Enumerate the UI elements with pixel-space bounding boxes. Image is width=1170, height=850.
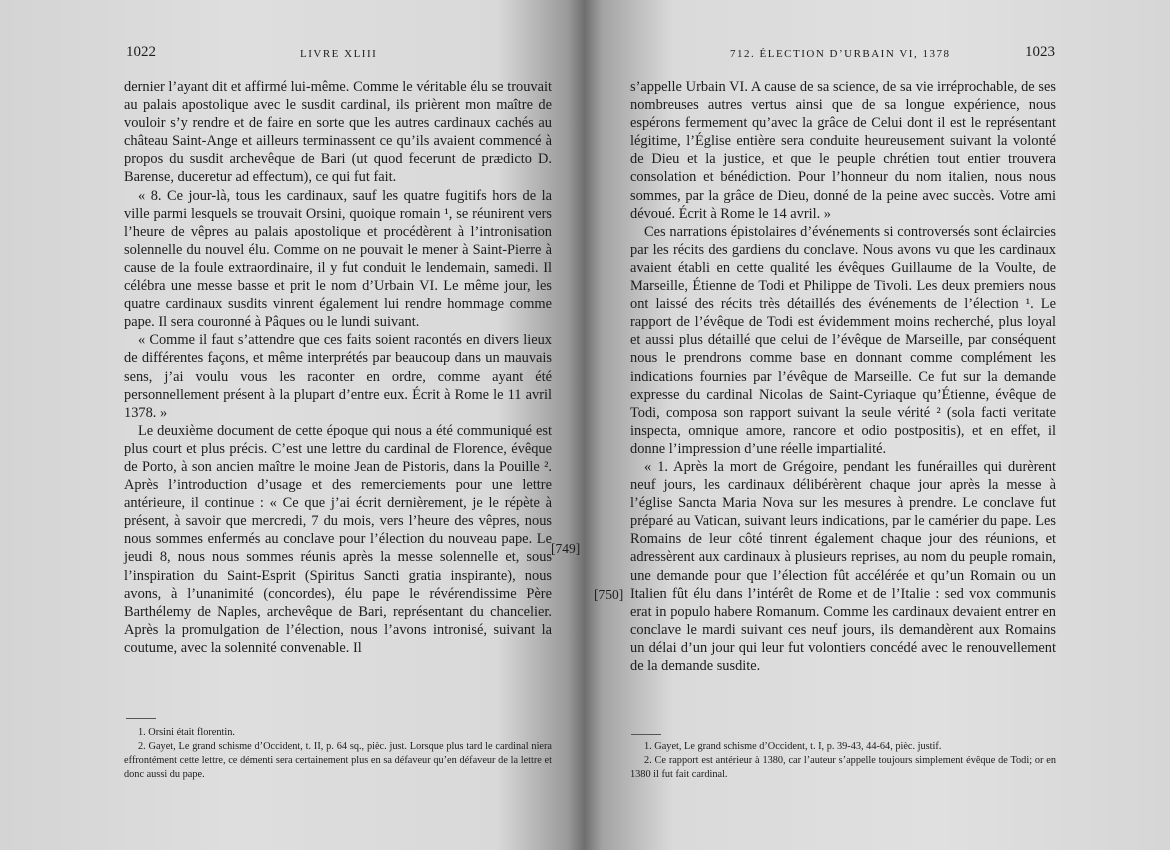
right-page xyxy=(551,0,1170,850)
left-body-text xyxy=(124,78,552,657)
left-page-number: 1022 xyxy=(126,44,156,60)
left-paragraph-4: Le deuxième document de cette époque qui nous a été communiqué est plus court et plus précis. C’est une lettre du cardinal de Florence, évêque de Porto, à son ancien maître le moine Jean de Pistoris, dans la Pouille ². Après l’introduction d’usage et des remerciements pour une lettre antérieure, il continue : « Ce que j’ai écrit dernièrement, je le répète à présent, à savoir que mercredi, 7 du mois, vers l’heure des vêpres, nous nous sommes enfermés au conclave pour l’élection du nouveau pape. Le jeudi 8, nous nous sommes réunis après la messe solennelle et, sous l’inspiration du Saint-Esprit (Spiritus Sancti gratia inspirante), nous avons, à l’unanimité (concordes), élu pape le révérendissime Père Barthélemy de Naples, archevêque de Bari, représentant du chancelier. Après la promulgation de l’élection, nous l’avons intronisé, suivant la coutume, avec la solennité convenable. Il xyxy=(124,422,552,656)
right-paragraph-2: Ces narrations épistolaires d’événements si controversés sont éclaircies par les récits des gardiens du conclave. Nous avons vu que les cardinaux avaient établi en cette qualité les évêques Guillaume de la Voulte, de Marseille, Étienne de Todi et Philippe de Tivoli. Les deux premiers nous ont laissé des récits très détaillés des événements de l’élection ¹. Le rapport de l’évêque de Todi est évidemment moins recherché, plus loyal et aussi plus détaillé que celui de l’évêque de Marseille, par conséquent nous le prendrons comme base en donnant comme complément les indications fournies par l’évêque de Marseille. Ce fut sur la demande expresse du cardinal Nicolas de Saint-Cyriaque qu’Étienne, évêque de Todi, composa son rapport suivant la seule vérité ² (sola facti veritate inspecta, omnique amore, rancore et odio postpositis), et en effet, il donne l’impression d’une réelle impartialité. xyxy=(630,223,1056,457)
left-footnote-divider xyxy=(126,718,156,719)
left-paragraph-2: « 8. Ce jour-là, tous les cardinaux, sauf les quatre fugitifs hors de la ville parmi lesquels se trouvait Orsini, quoique romain ¹, se réunirent vers l’heure de vêpres au palais apostolique et procédèrent à l’intronisation solennelle du nouvel élu. Comme on ne pouvait le mener à Saint-Pierre à cause de la foule extraordinaire, il y fut conduit le lendemain, samedi. Il célébra une messe basse et prit le nom d’Urbain VI. Le même jour, les quatre cardinaux susdits vinrent également lui rendre hommage comme pape. Il sera couronné à Pâques ou le lundi suivant. xyxy=(124,187,552,331)
left-footnote-2: 2. Gayet, Le grand schisme d’Occident, t. II, p. 64 sq., pièc. just. Lorsque plus tard le cardinal niera effrontément cette lettre, ce démenti sera certainement plus en sa défaveur qu’en défaveur de la lettre et donc aussi du pape. xyxy=(124,741,552,780)
right-body-text xyxy=(630,78,1056,675)
right-footnote-1: 1. Gayet, Le grand schisme d’Occident, t. I, p. 39-43, 44-64, pièc. justif. xyxy=(644,741,942,752)
right-footnote-divider xyxy=(631,734,661,735)
margin-note-750: [750] xyxy=(594,587,624,602)
right-paragraph-3: « 1. Après la mort de Grégoire, pendant les funérailles qui durèrent neuf jours, les cardinaux délibérèrent chaque jour après la messe à l’église Sancta Maria Nova sur les mesures à prendre. Le conclave fut préparé au Vatican, suivant leurs indications, par le camérier du pape. Les Romains de leur côté tinrent également chaque jour des réunions, et adressèrent aux cardinaux à plusieurs reprises, au nom du peuple romain, une demande pour que l’élection fût accélérée et qu’un Romain ou un Italien fût élu dans l’intérêt de Rome et de l’Italie : sed vox communis erat in populo habere Romanum. Comme les cardinaux devaient entrer en conclave le mardi suivant ces neuf jours, ils demandèrent aux Romains un délai d’un jour qui leur fut volontiers concédé avec le renouvellement de la demande susdite. xyxy=(630,458,1056,674)
left-footnote-1: 1. Orsini était florentin. xyxy=(138,727,235,738)
left-paragraph-1: dernier l’ayant dit et affirmé lui-même. Comme le véritable élu se trouvait au palais apostolique avec le susdit cardinal, ils prièrent mon maître de vouloir s’y rendre et de faire en sorte que les autres cardinaux cachés au château Saint-Ange et ailleurs terminassent ce qu’ils avaient commencé à propos du susdit archevêque de Bari (ut quod fecerunt de prædicto D. Barense, duceretur ad effectum), ce qui fut fait. xyxy=(124,79,552,186)
right-paragraph-1: s’appelle Urbain VI. A cause de sa science, de sa vie irréprochable, de ses nombreuses autres vertus ainsi que de sa longue expérience, nous espérons fermement qu’avec la grâce de Celui dont il est le représentant légitime, l’Église entière sera conduite heureusement suivant la volonté de Dieu et la justice, et que le peuple chrétien tout entier trouvera consolation et bénédiction. Pour l’honneur du nom italien, nous nous sommes, par la grâce de Dieu, donné de la peine avec succès. Votre ami dévoué. Écrit à Rome le 14 avril. » xyxy=(630,79,1056,222)
right-footnote-2: 2. Ce rapport est antérieur à 1380, car l’auteur s’appelle toujours simplement évêque de Todi; or en 1380 il fut fait cardinal. xyxy=(630,755,1056,780)
left-footnotes xyxy=(124,726,552,782)
right-footnotes xyxy=(630,740,1056,782)
right-running-head: 712. ÉLECTION D’URBAIN VI, 1378 xyxy=(730,48,951,60)
right-page-number: 1023 xyxy=(1025,44,1055,60)
left-paragraph-3: « Comme il faut s’attendre que ces faits soient racontés en divers lieux de différentes façons, et même interprétés par beaucoup dans un mauvais sens, j’ai voulu vous les raconter en ordre, comme ayant été personnellement présent à la plupart d’entre eux. Écrit à Rome le 11 avril 1378. » xyxy=(124,332,552,421)
left-running-head: LIVRE XLIII xyxy=(300,48,378,60)
margin-note-749: [749] xyxy=(551,541,581,556)
